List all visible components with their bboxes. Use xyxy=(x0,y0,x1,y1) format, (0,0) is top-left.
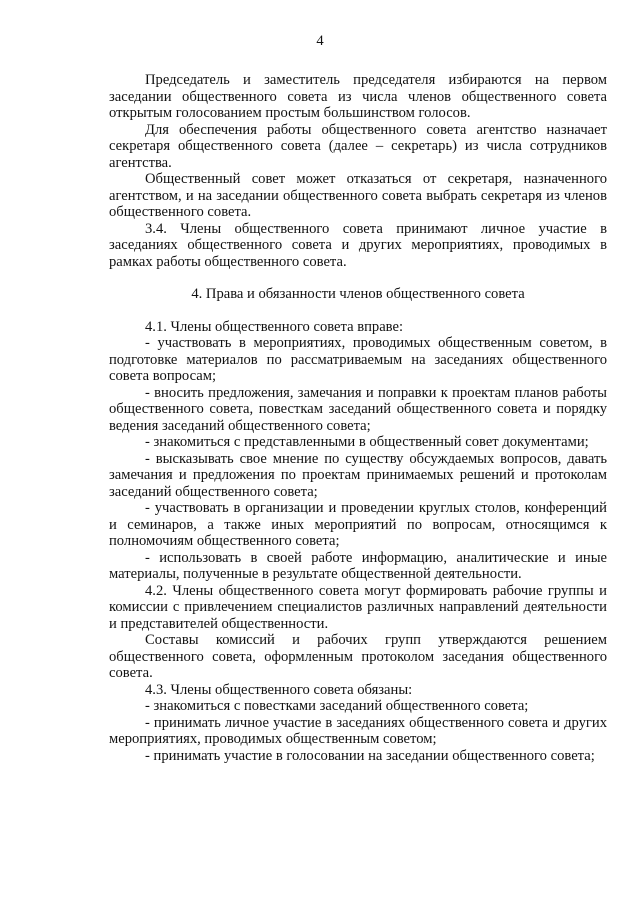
list-item: - высказывать свое мнение по существу обсуждаемых вопросов, давать замечания и предложения по проектам принимаемых решений и протоколам заседаний общественного совета; xyxy=(109,450,607,500)
paragraph: 4.1. Члены общественного совета вправе: xyxy=(145,318,404,335)
paragraph: 4.2. Члены общественного совета могут формировать рабочие группы и комиссии с привлечением специалистов различных направлений деятельности и представителей общественности. xyxy=(109,582,607,632)
paragraph: 4.3. Члены общественного совета обязаны: xyxy=(145,681,413,698)
list-item: - принимать личное участие в заседаниях общественного совета и других мероприятиях, проводимых общественным советом; xyxy=(109,714,607,747)
list-item: - участвовать в мероприятиях, проводимых общественным советом, в подготовке материалов по рассматриваемым на заседаниях общественного совета вопросам; xyxy=(109,335,607,384)
page-number: 4 xyxy=(316,33,324,49)
section-heading: 4. Права и обязанности членов общественного совета xyxy=(191,286,525,302)
document-body xyxy=(109,72,607,764)
list-item: - знакомиться с представленными в общественный совет документами; xyxy=(145,434,589,450)
paragraph: Для обеспечения работы общественного совета агентство назначает секретаря общественного совета (далее – секретарь) из числа сотрудников агентства. xyxy=(109,121,607,171)
list-item: - знакомиться с повестками заседаний общественного совета; xyxy=(145,698,529,714)
list-item: - вносить предложения, замечания и поправки к проектам планов работы общественного совета, повесткам заседаний общественного совета и порядку ведения заседаний общественного совета; xyxy=(109,384,607,434)
paragraph: Общественный совет может отказаться от секретаря, назначенного агентством, и на заседании общественного совета выбрать секретаря из членов общественного совета. xyxy=(109,171,607,220)
list-item: - принимать участие в голосовании на заседании общественного совета; xyxy=(145,747,595,764)
list-item: - использовать в своей работе информацию, аналитические и иные материалы, полученные в результате общественной деятельности. xyxy=(109,549,607,582)
list-item: - участвовать в организации и проведении круглых столов, конференций и семинаров, а также иных мероприятий по вопросам, относящимся к полномочиям общественного совета; xyxy=(109,500,607,549)
paragraph: 3.4. Члены общественного совета принимают личное участие в заседаниях общественного совета и других мероприятиях, проводимых в рамках работы общественного совета. xyxy=(109,220,607,270)
paragraph: Председатель и заместитель председателя избираются на первом заседании общественного совета из числа членов общественного совета открытым голосованием простым большинством голосов. xyxy=(109,72,607,121)
paragraph: Составы комиссий и рабочих групп утверждаются решением общественного совета, оформленным протоколом заседания общественного совета. xyxy=(109,632,607,681)
